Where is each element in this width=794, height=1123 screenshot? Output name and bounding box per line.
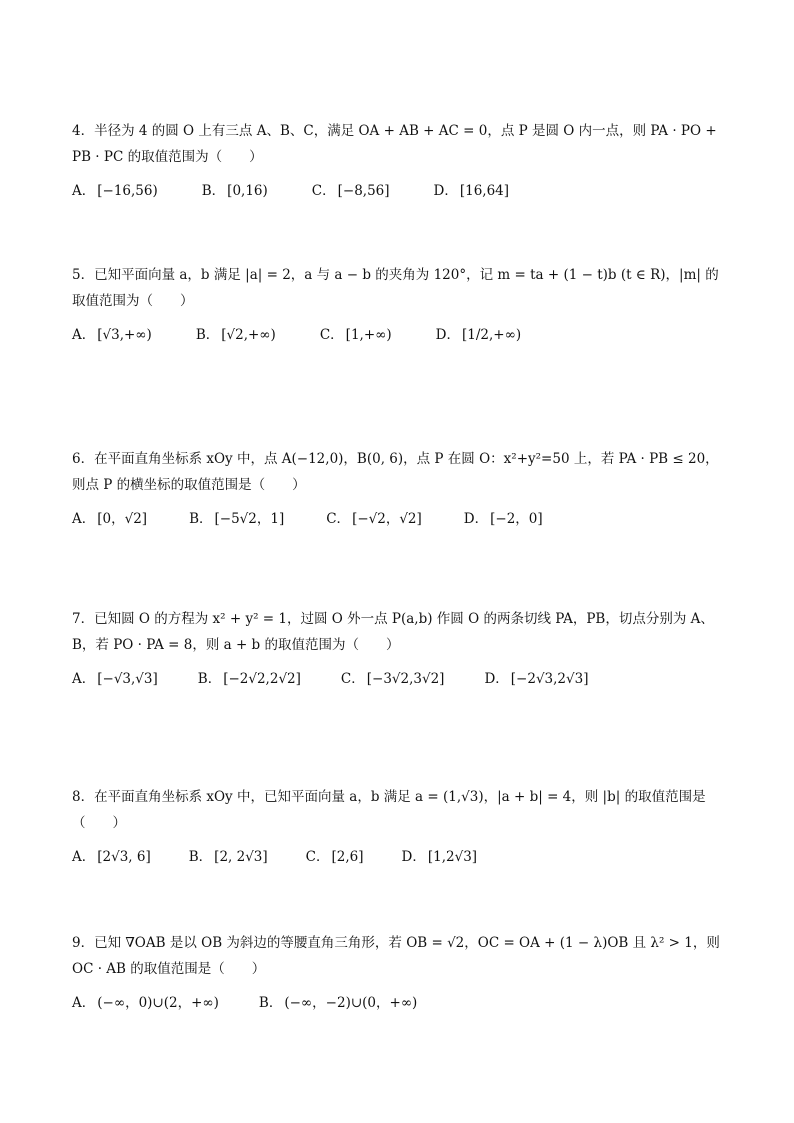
- question-8: [72, 784, 722, 870]
- option-label: B．: [188, 849, 213, 865]
- option-label: D．: [435, 327, 460, 343]
- option-label: C．: [340, 671, 365, 687]
- option-text: [1,+∞): [345, 327, 392, 343]
- option-a[interactable]: [72, 178, 158, 204]
- option-text: [2,6]: [331, 849, 364, 865]
- option-c[interactable]: [306, 844, 364, 870]
- question-stem: 6．在平面直角坐标系 xOy 中，点 A(−12,0)，B(0, 6)，点 P 在圆 O：x²+y²=50 上，若 PA · PB ≤ 20，则点 P 的横坐标的取值范围是（ ）: [72, 451, 719, 493]
- option-text: [2√3, 6]: [97, 849, 151, 865]
- option-label: D．: [463, 511, 489, 527]
- option-label: C．: [326, 511, 351, 527]
- question-stem: 5．已知平面向量 a，b 满足 |a| = 2，a 与 a − b 的夹角为 120°，记 m = ta + (1 − t)b (t ∈ R)，|m| 的取值范围为（ ）: [72, 267, 719, 309]
- option-text: [−2√2,2√2]: [223, 671, 301, 687]
- options-row: [72, 990, 722, 1016]
- option-d[interactable]: [464, 506, 543, 532]
- question-9: [72, 930, 722, 1016]
- option-text: [−8,56]: [337, 183, 390, 199]
- option-label: A．: [72, 849, 96, 865]
- options-row: [72, 506, 722, 532]
- option-b[interactable]: [202, 178, 268, 204]
- option-label: B．: [201, 183, 226, 199]
- option-text: (−∞，0)∪(2，+∞): [97, 995, 219, 1011]
- option-d[interactable]: [436, 322, 521, 348]
- option-a[interactable]: [72, 990, 219, 1016]
- option-label: B．: [258, 995, 283, 1011]
- question-stem: 7．已知圆 O 的方程为 x² + y² = 1，过圆 O 外一点 P(a,b) 作圆 O 的两条切线 PA，PB，切点分别为 A、B，若 PO · PA = 8，则 a + b 的取值范围为（ ）: [72, 611, 714, 653]
- option-text: [2, 2√3]: [214, 849, 268, 865]
- option-b[interactable]: [189, 506, 284, 532]
- question-7: [72, 606, 722, 692]
- option-label: B．: [195, 327, 220, 343]
- question-4: [72, 118, 722, 204]
- option-label: D．: [401, 849, 426, 865]
- option-b[interactable]: [196, 322, 276, 348]
- option-d[interactable]: [484, 666, 588, 692]
- option-b[interactable]: [189, 844, 268, 870]
- option-text: [−16,56): [97, 183, 158, 199]
- option-label: B．: [189, 511, 213, 527]
- option-c[interactable]: [312, 178, 390, 204]
- options-row: [72, 178, 722, 204]
- option-text: [√2,+∞): [221, 327, 276, 343]
- option-text: [0，√2]: [97, 511, 148, 527]
- option-label: C．: [305, 849, 330, 865]
- option-label: A．: [72, 183, 96, 199]
- options-row: [72, 844, 722, 870]
- option-b[interactable]: [198, 666, 301, 692]
- option-c[interactable]: [326, 506, 422, 532]
- option-text: (−∞，−2)∪(0，+∞): [284, 995, 418, 1011]
- question-6: [72, 446, 722, 532]
- option-text: [−3√2,3√2]: [366, 671, 445, 687]
- option-text: [√3,+∞): [97, 327, 152, 343]
- option-label: D．: [433, 183, 458, 199]
- option-label: C．: [311, 183, 336, 199]
- option-label: C．: [319, 327, 344, 343]
- question-stem: 8．在平面直角坐标系 xOy 中，已知平面向量 a，b 满足 a = (1,√3)，|a + b| = 4，则 |b| 的取值范围是（ ）: [72, 789, 706, 831]
- option-text: [1/2,+∞): [461, 327, 522, 343]
- option-label: A．: [72, 995, 96, 1011]
- option-d[interactable]: [402, 844, 478, 870]
- option-c[interactable]: [341, 666, 445, 692]
- option-text: [−2，0]: [490, 511, 543, 527]
- option-label: A．: [72, 671, 96, 687]
- option-label: A．: [72, 511, 96, 527]
- option-a[interactable]: [72, 506, 147, 532]
- option-text: [−2√3,2√3]: [510, 671, 589, 687]
- option-text: [16,64]: [459, 183, 510, 199]
- question-stem: 9．已知 ∇OAB 是以 OB 为斜边的等腰直角三角形，若 OB = √2，OC = OA + (1 − λ)OB 且 λ² > 1，则 OC · AB 的取值范围是（ ）: [72, 935, 720, 977]
- option-text: [0,16): [227, 183, 268, 199]
- option-d[interactable]: [434, 178, 510, 204]
- option-text: [1,2√3]: [427, 849, 478, 865]
- question-stem: 4．半径为 4 的圆 O 上有三点 A、B、C，满足 OA + AB + AC = 0，点 P 是圆 O 内一点，则 PA · PO + PB · PC 的取值范围为（ ）: [72, 123, 717, 165]
- option-text: [−5√2，1]: [214, 511, 285, 527]
- option-label: A．: [72, 327, 96, 343]
- question-5: [72, 262, 722, 348]
- option-a[interactable]: [72, 666, 158, 692]
- option-c[interactable]: [320, 322, 392, 348]
- options-row: [72, 322, 722, 348]
- option-label: B．: [197, 671, 222, 687]
- options-row: [72, 666, 722, 692]
- option-text: [−√3,√3]: [97, 671, 158, 687]
- option-label: D．: [484, 671, 509, 687]
- option-b[interactable]: [259, 990, 417, 1016]
- option-text: [−√2，√2]: [352, 511, 422, 527]
- option-a[interactable]: [72, 844, 151, 870]
- option-a[interactable]: [72, 322, 152, 348]
